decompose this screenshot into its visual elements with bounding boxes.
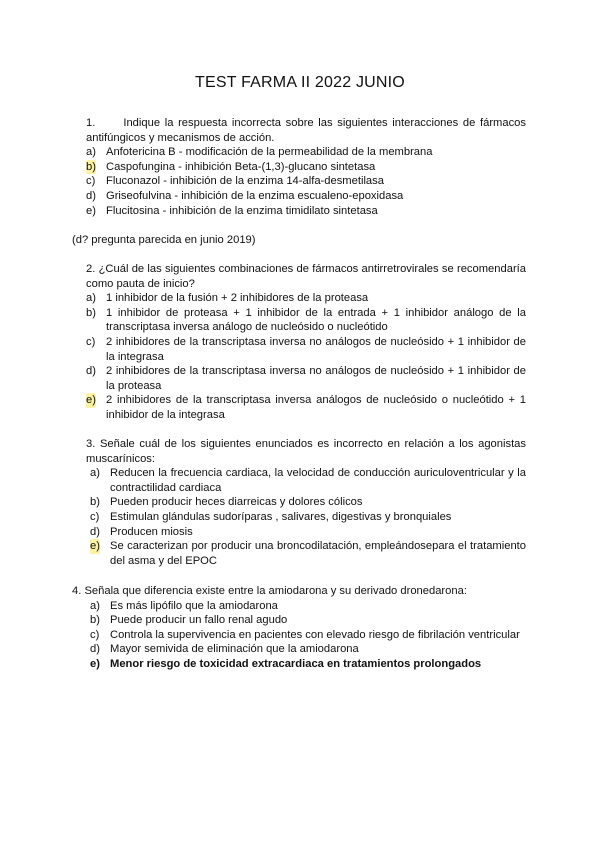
- question-stem: [86, 116, 526, 145]
- option-label: a): [90, 467, 100, 480]
- option-label-highlighted: b): [86, 160, 96, 173]
- option-text: Estimulan glándulas sudoríparas , salivares, digestivas y bronquiales: [110, 510, 452, 523]
- option-c: [86, 510, 526, 525]
- option-e: [86, 539, 526, 568]
- option-label-highlighted: e): [86, 394, 96, 407]
- option-label: a): [86, 292, 96, 305]
- side-note: (d? pregunta parecida en junio 2019): [72, 234, 256, 246]
- option-label: c): [90, 628, 100, 641]
- option-b: [86, 495, 526, 510]
- option-text: Producen miosis: [110, 525, 193, 538]
- option-text: 2 inhibidores de la transcriptasa inversa análogos de nucleósido o nucleótido + 1 inhibidor de la integrasa: [106, 394, 526, 421]
- option-text: Mayor semivida de eliminación que la amiodarona: [110, 643, 359, 656]
- option-b: [86, 160, 526, 175]
- option-c: [86, 174, 526, 189]
- option-text: Menor riesgo de toxicidad extracardiaca en tratamientos prolongados: [110, 657, 482, 670]
- option-label-highlighted: e): [90, 540, 100, 553]
- option-a: [72, 599, 526, 614]
- option-label: c): [90, 510, 100, 523]
- option-c: [86, 335, 526, 364]
- option-label: b): [90, 496, 100, 509]
- option-text: 2 inhibidores de la transcriptasa inversa no análogos de nucleósido + 1 inhibidor de la integrasa: [106, 335, 526, 363]
- option-label: a): [90, 599, 100, 612]
- option-label: b): [86, 306, 96, 319]
- option-d: [86, 364, 526, 393]
- option-text: Controla la supervivencia en pacientes con elevado riesgo de fibrilación ventricular: [110, 628, 520, 641]
- option-label: e): [90, 657, 100, 670]
- option-label: c): [86, 175, 96, 188]
- option-text: Puede producir un fallo renal agudo: [110, 614, 288, 627]
- option-e: [86, 204, 526, 219]
- option-text: Reducen la frecuencia cardiaca, la velocidad de conducción auriculoventricular y la contractilidad cardiaca: [110, 467, 526, 494]
- option-a: [86, 291, 526, 306]
- option-text: 1 inhibidor de proteasa + 1 inhibidor de la entrada + 1 inhibidor análogo de la transcriptasa inversa análogo de nucleósido o nucleótido: [106, 306, 526, 334]
- option-text: Griseofulvina - inhibición de la enzima escualeno-epoxidasa: [106, 189, 404, 202]
- option-label: e): [86, 204, 96, 217]
- option-d: [72, 642, 526, 657]
- question-stem: 3. Señale cuál de los siguientes enunciados es incorrecto en relación a los agonistas muscarínicos:: [86, 438, 526, 465]
- option-b: [72, 613, 526, 628]
- option-text: Caspofungina - inhibición Beta-(1,3)-glucano sintetasa: [106, 160, 376, 173]
- option-text: Flucitosina - inhibición de la enzima timidilato sintetasa: [106, 204, 378, 217]
- option-b: [86, 306, 526, 335]
- option-label: a): [86, 146, 96, 159]
- option-text: 1 inhibidor de la fusión + 2 inhibidores de la proteasa: [106, 292, 369, 305]
- question-stem-text: Indique la respuesta incorrecta sobre las siguientes interacciones de fármacos antifúngicos y mecanismos de acción.: [86, 117, 526, 144]
- option-a: [86, 466, 526, 495]
- option-label: d): [90, 525, 100, 538]
- option-c: [72, 628, 526, 643]
- question-number: 1.: [86, 117, 96, 129]
- question-3: [86, 437, 526, 568]
- question-2: [86, 262, 526, 423]
- option-e: [86, 393, 526, 422]
- page-title: TEST FARMA II 2022 JUNIO: [195, 74, 405, 91]
- option-text: Se caracterizan por producir una broncodilatación, empleándosepara el tratamiento del asma y del EPOC: [110, 540, 526, 567]
- option-text: 2 inhibidores de la transcriptasa inversa no análogos de nucleósido + 1 inhibidor de la proteasa: [106, 365, 526, 392]
- option-label: d): [90, 643, 100, 656]
- option-a: [86, 145, 526, 160]
- option-label: d): [86, 365, 96, 378]
- option-label: d): [86, 189, 96, 202]
- option-text: Pueden producir heces diarreicas y dolores cólicos: [110, 496, 363, 509]
- option-label: c): [86, 335, 96, 348]
- option-text: Es más lipófilo que la amiodarona: [110, 599, 278, 612]
- option-label: b): [90, 614, 100, 627]
- option-e-correct: [72, 657, 526, 672]
- option-d: [86, 525, 526, 540]
- question-stem: 4. Señala que diferencia existe entre la amiodarona y su derivado dronedarona:: [72, 585, 467, 597]
- question-stem: 2. ¿Cuál de las siguientes combinaciones de fármacos antirretrovirales se recomendaría como pauta de inicio?: [86, 263, 526, 290]
- option-text: Fluconazol - inhibición de la enzima 14-alfa-desmetilasa: [106, 175, 384, 188]
- question-4: [72, 584, 526, 672]
- option-d: [86, 189, 526, 204]
- option-text: Anfotericina B - modificación de la permeabilidad de la membrana: [106, 146, 433, 159]
- question-1: [86, 116, 526, 218]
